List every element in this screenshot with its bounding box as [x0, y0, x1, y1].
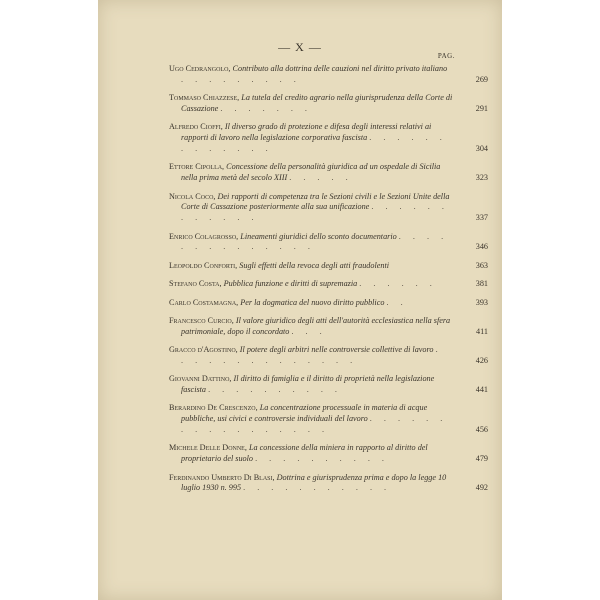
toc-entry: [169, 162, 488, 184]
entry-page: 304: [475, 143, 488, 153]
dot-leader: . . . . . . . . . . .: [243, 483, 392, 493]
entry-page: 492: [475, 483, 488, 493]
entry-author: Michele Delle Donne,: [169, 443, 247, 453]
dot-leader: . . . . . . . . . .: [255, 454, 389, 464]
entry-title: Contributo alla dottrina delle cauzioni nel diritto privato italiano: [232, 64, 448, 73]
entry-author: Francesco Curcio,: [169, 315, 234, 325]
entry-author: Ugo Cedrangolo,: [169, 64, 231, 73]
entry-author: Enrico Colagrosso,: [169, 231, 239, 241]
toc-entry: [169, 315, 488, 338]
dot-leader: . .: [386, 297, 408, 307]
entry-author: Gracco d'Agostino,: [169, 345, 238, 355]
entry-page: 426: [475, 355, 488, 365]
entry-author: Nicola Coco,: [169, 191, 216, 201]
entry-author: Giovanni Dattino,: [169, 374, 232, 384]
toc-entry: [169, 374, 488, 396]
toc-entry: [169, 279, 488, 290]
dot-leader: . . . . . . .: [220, 103, 312, 113]
entry-page: 337: [475, 213, 488, 223]
entry-author: Stefano Costa,: [169, 279, 222, 289]
entry-page: 381: [475, 279, 488, 289]
entry-page: 393: [475, 297, 488, 307]
entry-title: Il valore giuridico degli atti dell'autorità ecclesiastica nella sfera patrimoniale, dopo il concordato: [181, 315, 451, 336]
entry-page: 411: [476, 326, 488, 336]
entry-page: 269: [475, 74, 488, 84]
dot-leader: . . .: [291, 326, 327, 336]
entry-author: Tommaso Chiazzese,: [169, 93, 240, 103]
dot-leader: . . . . . . . . . .: [208, 385, 342, 395]
entry-page: 456: [475, 425, 488, 435]
toc-entry: [169, 231, 488, 254]
toc-entry: [169, 260, 488, 272]
entry-title: Il diritto di famiglia e il diritto di proprietà nella legislazione fascista: [181, 374, 435, 395]
dot-leader: . . . . . . . . . . . .: [181, 202, 449, 223]
entry-title: La concessione della miniera in rapporto al diritto del proprietario del suolo: [181, 443, 428, 464]
toc-entry: [169, 297, 488, 309]
entry-title: Lineamenti giuridici dello sconto documentario: [240, 231, 397, 241]
toc-entry: [169, 403, 488, 435]
dot-leader: . . . . . . . . . . . . . .: [181, 345, 443, 365]
entry-title: Il potere degli arbitri nelle controversie collettive di lavoro: [239, 345, 434, 355]
entry-title: La tutela del credito agrario nella giurisprudenza della Corte di Cassazione: [181, 93, 453, 113]
entry-page: 346: [475, 242, 488, 252]
entry-page: 363: [475, 260, 488, 270]
entry-title: Il diverso grado di protezione e difesa degli interessi relativi ai rapporti di lavoro nella legislazione corporativa fascista: [181, 122, 432, 143]
dot-leader: . . . . .: [289, 173, 353, 183]
entry-title: Pubblica funzione e diritti di supremazia: [223, 279, 358, 289]
toc-entry: [169, 443, 488, 465]
dot-leader: . . . . . . . . . . . . .: [181, 133, 447, 153]
toc-entry: [169, 472, 488, 495]
dot-leader: . . . . . . . . . . . . . . . . .: [181, 414, 448, 435]
toc-entry: [169, 191, 488, 224]
dot-leader: . . . . . . . . .: [181, 74, 301, 84]
entry-page: 323: [475, 173, 488, 183]
entry-page: 479: [475, 454, 488, 464]
entry-title: Sugli effetti della revoca degli atti fraudolenti: [239, 260, 390, 270]
entry-author: Ferdinando Umberto Di Blasi,: [169, 472, 275, 482]
entry-author: Ettore Cipolla,: [169, 162, 225, 172]
entry-author: Leopoldo Conforti,: [169, 260, 238, 270]
page-number: — X —: [278, 40, 322, 54]
toc-entry: [169, 93, 488, 115]
entry-author: Berardino De Crescenzo,: [169, 403, 258, 413]
entry-title: Dottrina e giurisprudenza prima e dopo la legge 10 luglio 1930 n. 995: [181, 472, 447, 493]
dot-leader: . . . . . .: [359, 279, 437, 289]
book-page: [98, 0, 502, 600]
toc-entry: [169, 345, 488, 367]
table-of-contents: [169, 64, 488, 502]
page-column-label: PAG.: [437, 52, 455, 60]
toc-entry: [169, 122, 488, 154]
toc-entry: [169, 64, 488, 86]
entry-title: La concentrazione processuale in materia di acque pubbliche, usi civici e controversie individuali del lavoro: [181, 403, 428, 424]
dot-leader: . . . . . . . . . . . . . .: [181, 231, 449, 252]
entry-title: Per la dogmatica del nuovo diritto pubblico: [240, 297, 385, 307]
entry-author: Alfredo Cioffi,: [169, 122, 223, 132]
entry-page: 291: [475, 103, 488, 113]
entry-author: Carlo Costamagna,: [169, 297, 239, 307]
entry-page: 441: [475, 385, 488, 395]
entry-title: Concessione della personalità giuridica ad un ospedale di Sicilia nella prima metà del secolo XIII: [181, 162, 441, 183]
entry-title: Dei rapporti di competenza tra le Sezioni civili e le Sezioni Unite della Corte di Cassazione posteriormente alla sua unificazione: [181, 191, 450, 212]
